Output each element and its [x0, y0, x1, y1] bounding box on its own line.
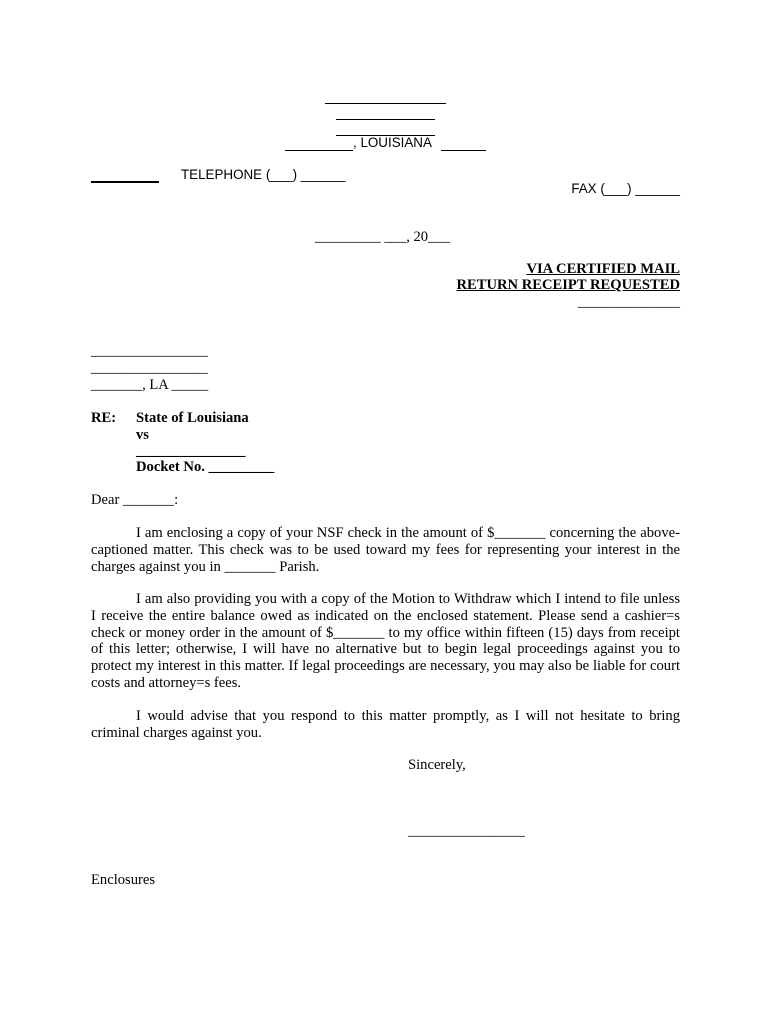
delivery-line-3: ______________ — [577, 294, 680, 310]
letterhead-city-rule — [285, 150, 353, 151]
signature-line: ________________ — [408, 823, 525, 839]
date-line: _________ ___, 20___ — [315, 229, 450, 245]
letterhead-zip-rule — [441, 150, 486, 151]
body-paragraph-2: I am also providing you with a copy of the Motion to Withdraw which I intend to file unless I receive the entire balance owed as indicated on the enclosed statement. Please send a cashier=s check or money order in the amount of $_______ to my office within fifteen (15) days from receipt of this letter; otherwise, I will have no alternative but to begin legal proceedings against you to protect my interest in this matter. If legal proceedings are necessary, you may also be liable for court costs and attorney=s fees. — [91, 591, 680, 691]
recipient-line-3: _______, LA _____ — [91, 377, 209, 393]
re-docket-label: Docket No. — [136, 459, 205, 475]
recipient-line-2: ________________ — [91, 360, 208, 376]
letterhead-address-rule — [336, 119, 435, 120]
letterhead-telephone: TELEPHONE (___) ______ — [181, 167, 346, 182]
salutation: Dear _______: — [91, 492, 179, 508]
re-docket-blank: _________ — [208, 459, 275, 475]
re-line-3: _______________ — [136, 443, 246, 459]
body-paragraph-1: I am enclosing a copy of your NSF check in the amount of $_______ concerning the above-captioned matter. This check was to be used toward my fees for representing your interest in the charges against you in _______ Parish. — [91, 525, 680, 575]
delivery-line-1: VIA CERTIFIED MAIL — [526, 261, 680, 277]
enclosures: Enclosures — [91, 872, 156, 888]
recipient-line-1: ________________ — [91, 343, 208, 359]
body-paragraph-3: I would advise that you respond to this matter promptly, as I will not hesitate to bring criminal charges against you. — [91, 708, 680, 741]
re-label: RE: — [91, 410, 117, 426]
re-line-1: State of Louisiana — [136, 410, 249, 426]
letterhead-phone-prefix-rule — [91, 181, 159, 183]
delivery-line-2: RETURN RECEIPT REQUESTED — [456, 277, 680, 293]
letterhead-fax: FAX (___) ______ — [571, 181, 680, 196]
re-line-2: vs — [136, 427, 149, 443]
closing: Sincerely, — [408, 757, 466, 773]
re-docket — [136, 459, 274, 476]
letterhead-city-state: , LOUISIANA — [353, 135, 432, 150]
letterhead-name-rule — [325, 103, 446, 104]
